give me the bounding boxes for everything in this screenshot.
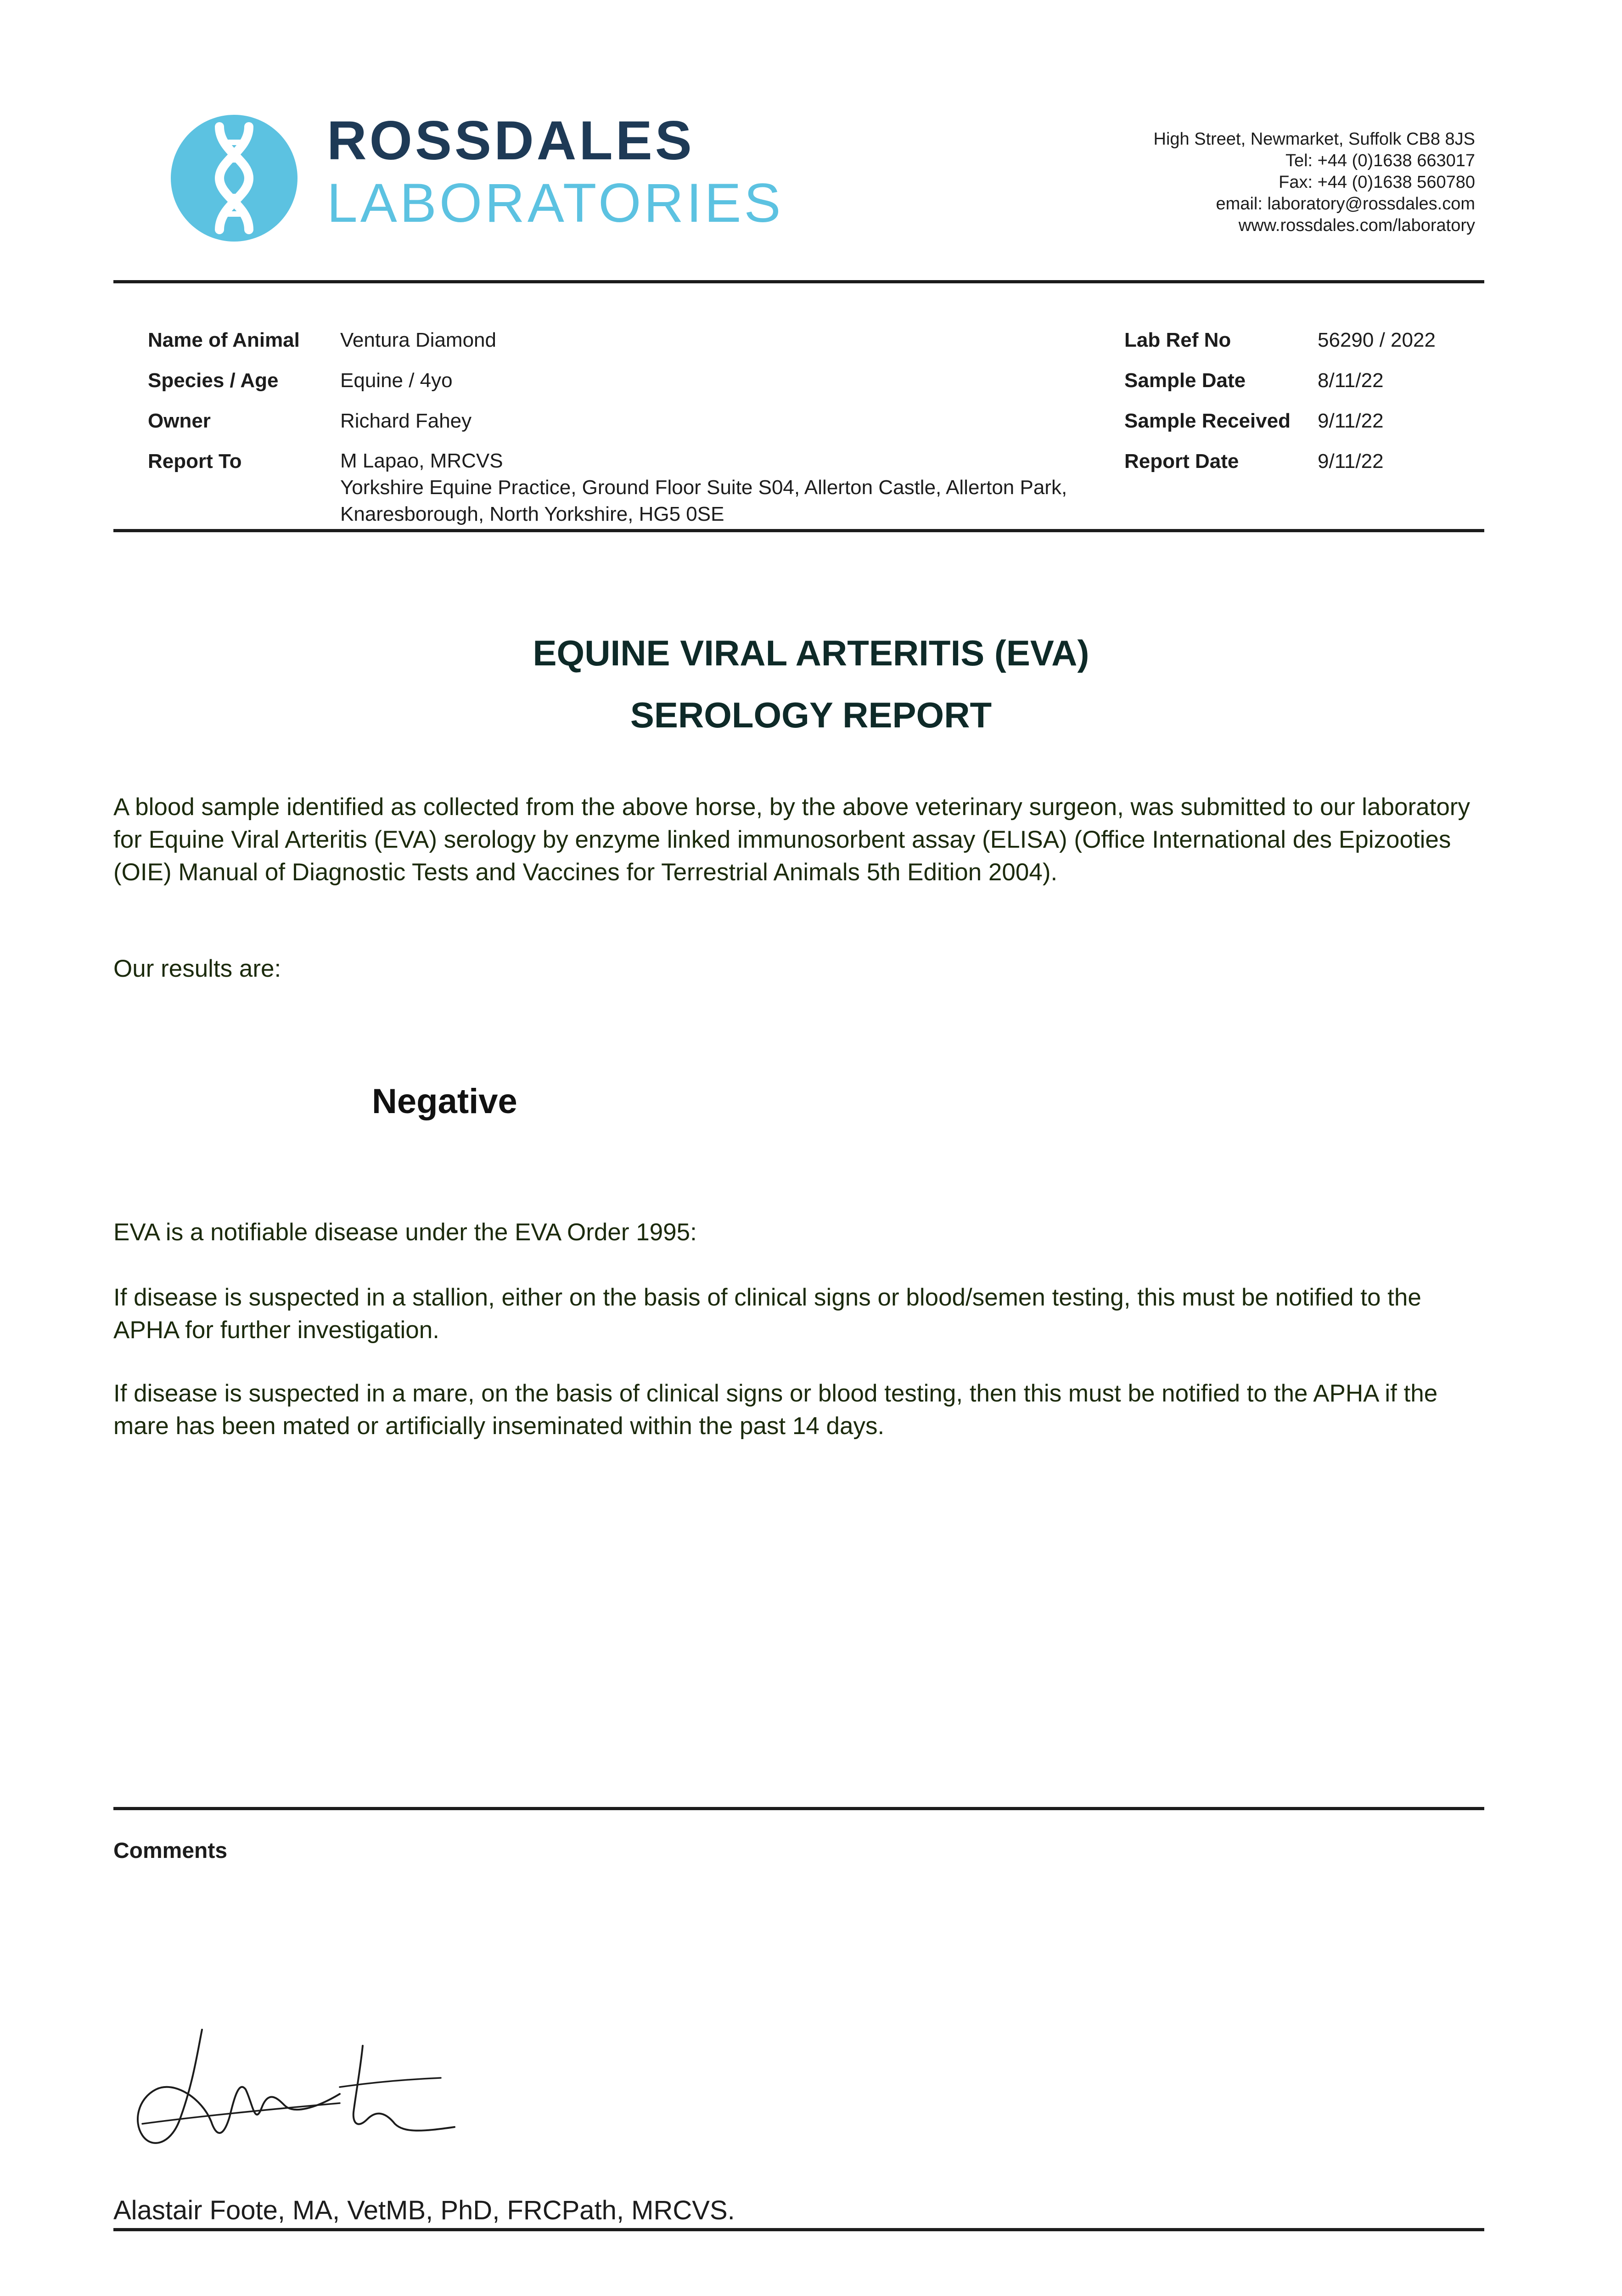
report-title-line2: SEROLOGY REPORT (630, 695, 992, 735)
report-date-label: Report Date (1124, 450, 1239, 473)
report-title-line1: EQUINE VIRAL ARTERITIS (EVA) (533, 633, 1089, 673)
footer-divider (113, 2228, 1484, 2231)
report-date-value: 9/11/22 (1318, 450, 1384, 473)
report-to-name: M Lapao, MRCVS (340, 450, 503, 472)
report-to-address-2: Knaresborough, North Yorkshire, HG5 0SE (340, 503, 724, 525)
report-to-label: Report To (148, 450, 242, 473)
brand-subtitle: LABORATORIES (327, 172, 784, 234)
intro-paragraph: A blood sample identified as collected from the above horse, by the above veterinary surgeon, was submitted to our laboratory for Equine Viral Arteritis (EVA) serology by enzyme linked immunosorbent assay (ELISA) (Office International des Epizooties (OIE) Manual of Diagnostic Tests and Vaccines for Terrestrial Animals 5th Edition 2004). (113, 793, 1470, 886)
address-line: High Street, Newmarket, Suffolk CB8 8JS (1153, 129, 1475, 149)
owner-value: Richard Fahey (340, 410, 472, 432)
details-divider (113, 529, 1484, 532)
report-to-value (340, 448, 1067, 528)
labref-label: Lab Ref No (1124, 329, 1231, 351)
stallion-note: If disease is suspected in a stallion, either on the basis of clinical signs or blood/semen testing, this must be notified to the APHA for further investigation. (113, 1284, 1421, 1344)
species-value: Equine / 4yo (340, 369, 453, 392)
report-to-address-1: Yorkshire Equine Practice, Ground Floor Suite S04, Allerton Castle, Allerton Park, (340, 476, 1067, 499)
sample-received-label: Sample Received (1124, 410, 1291, 432)
tel-line: Tel: +44 (0)1638 663017 (1285, 151, 1475, 170)
sample-received-value: 9/11/22 (1318, 410, 1384, 432)
fax-line: Fax: +44 (0)1638 560780 (1279, 173, 1475, 192)
species-label: Species / Age (148, 369, 279, 392)
sample-date-label: Sample Date (1124, 369, 1246, 392)
test-result: Negative (372, 1082, 517, 1121)
brand-name: ROSSDALES (327, 110, 695, 171)
dna-logo-icon (170, 114, 298, 242)
sample-date-value: 8/11/22 (1318, 369, 1384, 392)
mare-note: If disease is suspected in a mare, on the basis of clinical signs or blood testing, then this must be notified to the APHA if the mare has been mated or artificially inseminated within the past 14 days. (113, 1380, 1438, 1440)
contact-block (1154, 129, 1475, 236)
signature-image (124, 2025, 473, 2163)
comments-label: Comments (113, 1839, 228, 1863)
animal-label: Name of Animal (148, 329, 300, 351)
comments-divider (113, 1807, 1484, 1810)
notifiable-statement: EVA is a notifiable disease under the EVA Order 1995: (113, 1219, 697, 1246)
header-divider (113, 280, 1484, 283)
report-title (0, 622, 1622, 746)
labref-value: 56290 / 2022 (1318, 329, 1436, 351)
email-line: email: laboratory@rossdales.com (1216, 194, 1475, 214)
signatory-name: Alastair Foote, MA, VetMB, PhD, FRCPath, MRCVS. (113, 2195, 735, 2225)
owner-label: Owner (148, 410, 211, 432)
animal-value: Ventura Diamond (340, 329, 496, 351)
website-line: www.rossdales.com/laboratory (1238, 216, 1475, 235)
results-intro: Our results are: (113, 955, 281, 982)
